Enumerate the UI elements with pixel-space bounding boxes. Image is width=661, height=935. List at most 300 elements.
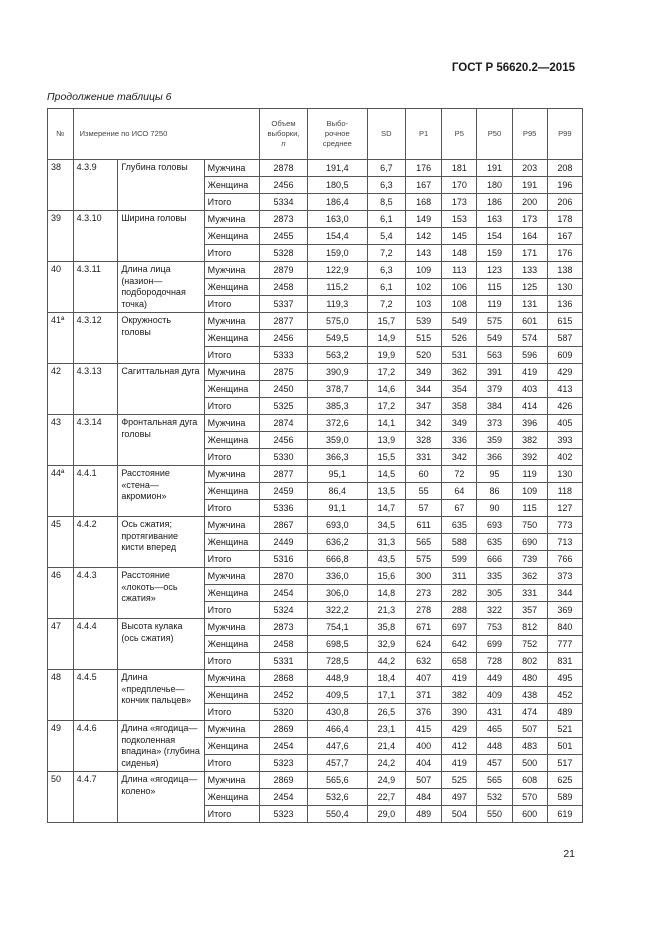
cell-p50: 449 <box>477 670 512 687</box>
col-header-mean-line3: среднее <box>322 139 352 149</box>
cell-p95: 164 <box>512 228 547 245</box>
cell-sd: 15,5 <box>367 449 405 466</box>
cell-p1: 507 <box>406 772 442 789</box>
cell-p95: 507 <box>512 721 547 738</box>
cell-p99: 393 <box>547 432 582 449</box>
cell-p5: 412 <box>442 738 477 755</box>
measurement-name: Высота кулака (ось сжатия) <box>118 619 204 670</box>
iso-code: 4.4.1 <box>73 466 118 517</box>
cell-sd: 44,2 <box>367 653 405 670</box>
cell-p99: 206 <box>547 194 582 211</box>
cell-sex: Итого <box>204 245 259 262</box>
cell-p1: 371 <box>406 687 442 704</box>
cell-sample-size: 5323 <box>260 806 308 823</box>
cell-p50: 86 <box>477 483 512 500</box>
cell-p95: 396 <box>512 415 547 432</box>
cell-p1: 278 <box>406 602 442 619</box>
cell-p1: 143 <box>406 245 442 262</box>
cell-p99: 369 <box>547 602 582 619</box>
cell-mean: 563,2 <box>307 347 367 364</box>
cell-sample-size: 2868 <box>260 670 308 687</box>
col-header-sample-size-line3: n <box>281 139 286 149</box>
cell-p99: 178 <box>547 211 582 228</box>
cell-p99: 118 <box>547 483 582 500</box>
col-header-sample-size-line2: выборки, <box>267 128 300 138</box>
cell-sample-size: 5330 <box>260 449 308 466</box>
cell-mean: 448,9 <box>307 670 367 687</box>
cell-sex: Женщина <box>204 738 259 755</box>
cell-mean: 532,6 <box>307 789 367 806</box>
iso-code: 4.3.9 <box>73 160 118 211</box>
cell-p99: 429 <box>547 364 582 381</box>
cell-p99: 167 <box>547 228 582 245</box>
cell-p50: 728 <box>477 653 512 670</box>
cell-p50: 90 <box>477 500 512 517</box>
cell-p95: 109 <box>512 483 547 500</box>
cell-sample-size: 2454 <box>260 585 308 602</box>
table-row <box>48 721 583 738</box>
cell-p99: 489 <box>547 704 582 721</box>
row-number: 48 <box>48 670 74 721</box>
cell-sd: 18,4 <box>367 670 405 687</box>
table-body <box>48 160 583 823</box>
cell-sample-size: 2879 <box>260 262 308 279</box>
cell-sex: Мужчина <box>204 160 259 177</box>
cell-p5: 362 <box>442 364 477 381</box>
cell-p99: 373 <box>547 568 582 585</box>
cell-sample-size: 2456 <box>260 330 308 347</box>
cell-p99: 777 <box>547 636 582 653</box>
cell-mean: 390,9 <box>307 364 367 381</box>
cell-sd: 15,7 <box>367 313 405 330</box>
cell-p1: 484 <box>406 789 442 806</box>
cell-p99: 208 <box>547 160 582 177</box>
iso-code: 4.3.12 <box>73 313 118 364</box>
cell-sample-size: 2449 <box>260 534 308 551</box>
cell-p1: 273 <box>406 585 442 602</box>
cell-p1: 376 <box>406 704 442 721</box>
cell-p1: 342 <box>406 415 442 432</box>
cell-p95: 690 <box>512 534 547 551</box>
table-row <box>48 568 583 585</box>
cell-p5: 588 <box>442 534 477 551</box>
header-row <box>48 109 583 160</box>
cell-sample-size: 5336 <box>260 500 308 517</box>
cell-sd: 5,4 <box>367 228 405 245</box>
table-row <box>48 313 583 330</box>
cell-p95: 362 <box>512 568 547 585</box>
cell-p50: 666 <box>477 551 512 568</box>
cell-mean: 754,1 <box>307 619 367 636</box>
cell-p1: 515 <box>406 330 442 347</box>
col-header-sample-size-line1: Объем <box>271 118 296 128</box>
table-row <box>48 670 583 687</box>
cell-p5: 658 <box>442 653 477 670</box>
cell-p5: 697 <box>442 619 477 636</box>
cell-p95: 125 <box>512 279 547 296</box>
cell-p95: 133 <box>512 262 547 279</box>
cell-sd: 43,5 <box>367 551 405 568</box>
cell-sd: 14,9 <box>367 330 405 347</box>
cell-mean: 191,4 <box>307 160 367 177</box>
cell-sd: 7,2 <box>367 245 405 262</box>
cell-p5: 342 <box>442 449 477 466</box>
cell-mean: 372,6 <box>307 415 367 432</box>
table-row <box>48 160 583 177</box>
cell-p5: 382 <box>442 687 477 704</box>
cell-sex: Итого <box>204 194 259 211</box>
measurement-name: Длина «предплечье—кончик пальцев» <box>118 670 204 721</box>
cell-sd: 14,7 <box>367 500 405 517</box>
cell-p95: 752 <box>512 636 547 653</box>
cell-mean: 693,0 <box>307 517 367 534</box>
table-row <box>48 772 583 789</box>
iso-code: 4.4.7 <box>73 772 118 823</box>
cell-p95: 171 <box>512 245 547 262</box>
iso-code: 4.4.2 <box>73 517 118 568</box>
cell-sd: 21,4 <box>367 738 405 755</box>
cell-p50: 115 <box>477 279 512 296</box>
cell-sample-size: 2454 <box>260 789 308 806</box>
cell-sex: Мужчина <box>204 466 259 483</box>
cell-sex: Женщина <box>204 585 259 602</box>
col-header-p50: P50 <box>477 109 512 160</box>
cell-mean: 575,0 <box>307 313 367 330</box>
cell-sex: Женщина <box>204 789 259 806</box>
cell-sex: Мужчина <box>204 313 259 330</box>
cell-p5: 525 <box>442 772 477 789</box>
cell-p50: 699 <box>477 636 512 653</box>
col-header-mean-line2: рочное <box>324 128 350 138</box>
cell-p95: 357 <box>512 602 547 619</box>
cell-p99: 625 <box>547 772 582 789</box>
cell-p5: 145 <box>442 228 477 245</box>
cell-mean: 549,5 <box>307 330 367 347</box>
cell-p50: 180 <box>477 177 512 194</box>
cell-mean: 385,3 <box>307 398 367 415</box>
cell-sample-size: 5331 <box>260 653 308 670</box>
cell-sd: 34,5 <box>367 517 405 534</box>
col-header-p5: P5 <box>442 109 477 160</box>
cell-sd: 14,6 <box>367 381 405 398</box>
cell-p95: 750 <box>512 517 547 534</box>
measurement-name: Окружность головы <box>118 313 204 364</box>
cell-p1: 671 <box>406 619 442 636</box>
cell-sex: Итого <box>204 296 259 313</box>
cell-p99: 619 <box>547 806 582 823</box>
cell-p99: 589 <box>547 789 582 806</box>
cell-p5: 642 <box>442 636 477 653</box>
cell-p1: 565 <box>406 534 442 551</box>
cell-mean: 119,3 <box>307 296 367 313</box>
cell-p1: 539 <box>406 313 442 330</box>
cell-sex: Итого <box>204 551 259 568</box>
table-row <box>48 619 583 636</box>
cell-mean: 636,2 <box>307 534 367 551</box>
cell-p5: 354 <box>442 381 477 398</box>
cell-p50: 379 <box>477 381 512 398</box>
cell-p50: 322 <box>477 602 512 619</box>
row-number: 41ª <box>48 313 74 364</box>
cell-mean: 447,6 <box>307 738 367 755</box>
measurement-name: Длина лица (назион—подбородочная точка) <box>118 262 204 313</box>
cell-p95: 601 <box>512 313 547 330</box>
cell-sd: 21,3 <box>367 602 405 619</box>
cell-sample-size: 5320 <box>260 704 308 721</box>
cell-p99: 495 <box>547 670 582 687</box>
col-header-sample-size <box>260 109 308 160</box>
cell-sd: 26,5 <box>367 704 405 721</box>
cell-p95: 596 <box>512 347 547 364</box>
col-header-p99: P99 <box>547 109 582 160</box>
cell-p1: 575 <box>406 551 442 568</box>
cell-sample-size: 5316 <box>260 551 308 568</box>
cell-p99: 840 <box>547 619 582 636</box>
cell-p99: 766 <box>547 551 582 568</box>
cell-p5: 497 <box>442 789 477 806</box>
cell-sex: Итого <box>204 398 259 415</box>
col-header-sd: SD <box>367 109 405 160</box>
cell-p1: 349 <box>406 364 442 381</box>
cell-mean: 366,3 <box>307 449 367 466</box>
cell-mean: 457,7 <box>307 755 367 772</box>
cell-sd: 6,1 <box>367 211 405 228</box>
cell-p95: 173 <box>512 211 547 228</box>
cell-p50: 465 <box>477 721 512 738</box>
cell-p99: 130 <box>547 279 582 296</box>
cell-mean: 91,1 <box>307 500 367 517</box>
cell-p50: 163 <box>477 211 512 228</box>
table-row <box>48 466 583 483</box>
table-row <box>48 415 583 432</box>
measurement-name: Фронтальная дуга головы <box>118 415 204 466</box>
measurement-name: Длина «ягодица—подколенная впадина» (глубина сиденья) <box>118 721 204 772</box>
cell-p99: 176 <box>547 245 582 262</box>
cell-p95: 331 <box>512 585 547 602</box>
cell-p1: 489 <box>406 806 442 823</box>
measurements-table <box>47 108 583 823</box>
iso-code: 4.4.5 <box>73 670 118 721</box>
cell-p5: 599 <box>442 551 477 568</box>
cell-p99: 405 <box>547 415 582 432</box>
cell-p95: 203 <box>512 160 547 177</box>
cell-p1: 168 <box>406 194 442 211</box>
cell-p1: 149 <box>406 211 442 228</box>
cell-mean: 466,4 <box>307 721 367 738</box>
cell-p5: 181 <box>442 160 477 177</box>
cell-p5: 419 <box>442 755 477 772</box>
cell-sex: Женщина <box>204 636 259 653</box>
cell-p1: 632 <box>406 653 442 670</box>
cell-mean: 86,4 <box>307 483 367 500</box>
cell-mean: 565,6 <box>307 772 367 789</box>
col-header-p95: P95 <box>512 109 547 160</box>
cell-mean: 95,1 <box>307 466 367 483</box>
cell-p5: 526 <box>442 330 477 347</box>
cell-mean: 698,5 <box>307 636 367 653</box>
cell-sd: 17,2 <box>367 398 405 415</box>
cell-sample-size: 2458 <box>260 279 308 296</box>
cell-sd: 19,9 <box>367 347 405 364</box>
cell-p5: 531 <box>442 347 477 364</box>
iso-code: 4.3.11 <box>73 262 118 313</box>
cell-sex: Женщина <box>204 177 259 194</box>
cell-sd: 14,8 <box>367 585 405 602</box>
cell-p5: 429 <box>442 721 477 738</box>
cell-sex: Женщина <box>204 228 259 245</box>
col-header-no: № <box>48 109 74 160</box>
cell-sex: Мужчина <box>204 619 259 636</box>
cell-p50: 159 <box>477 245 512 262</box>
cell-mean: 180,5 <box>307 177 367 194</box>
page-number: 21 <box>563 848 575 860</box>
cell-sample-size: 5328 <box>260 245 308 262</box>
cell-p99: 773 <box>547 517 582 534</box>
measurement-name: Ширина головы <box>118 211 204 262</box>
cell-sd: 13,9 <box>367 432 405 449</box>
cell-p50: 753 <box>477 619 512 636</box>
cell-sex: Мужчина <box>204 415 259 432</box>
cell-p99: 713 <box>547 534 582 551</box>
cell-p5: 153 <box>442 211 477 228</box>
cell-p95: 802 <box>512 653 547 670</box>
cell-sex: Итого <box>204 347 259 364</box>
cell-p95: 474 <box>512 704 547 721</box>
cell-p5: 113 <box>442 262 477 279</box>
cell-p50: 635 <box>477 534 512 551</box>
row-number: 45 <box>48 517 74 568</box>
cell-p5: 358 <box>442 398 477 415</box>
cell-p5: 106 <box>442 279 477 296</box>
cell-sex: Мужчина <box>204 211 259 228</box>
cell-p5: 288 <box>442 602 477 619</box>
row-number: 38 <box>48 160 74 211</box>
cell-p50: 693 <box>477 517 512 534</box>
cell-p95: 483 <box>512 738 547 755</box>
cell-p95: 131 <box>512 296 547 313</box>
cell-sample-size: 2869 <box>260 772 308 789</box>
cell-mean: 322,2 <box>307 602 367 619</box>
cell-p5: 549 <box>442 313 477 330</box>
cell-p5: 282 <box>442 585 477 602</box>
cell-sex: Мужчина <box>204 568 259 585</box>
cell-sd: 6,3 <box>367 177 405 194</box>
row-number: 40 <box>48 262 74 313</box>
cell-p95: 739 <box>512 551 547 568</box>
cell-sex: Итого <box>204 449 259 466</box>
iso-code: 4.4.6 <box>73 721 118 772</box>
measurement-name: Расстояние «стена—акромион» <box>118 466 204 517</box>
cell-p1: 331 <box>406 449 442 466</box>
cell-mean: 163,0 <box>307 211 367 228</box>
cell-mean: 115,2 <box>307 279 367 296</box>
cell-sample-size: 5333 <box>260 347 308 364</box>
cell-sex: Мужчина <box>204 721 259 738</box>
col-header-iso: Измерение по ИСО 7250 <box>73 109 259 160</box>
cell-sd: 6,3 <box>367 262 405 279</box>
cell-p95: 414 <box>512 398 547 415</box>
cell-sd: 7,2 <box>367 296 405 313</box>
cell-mean: 550,4 <box>307 806 367 823</box>
cell-p95: 200 <box>512 194 547 211</box>
cell-p5: 170 <box>442 177 477 194</box>
cell-sex: Мужчина <box>204 364 259 381</box>
iso-code: 4.3.13 <box>73 364 118 415</box>
cell-sex: Женщина <box>204 534 259 551</box>
col-header-mean <box>307 109 367 160</box>
cell-sex: Женщина <box>204 432 259 449</box>
cell-p50: 391 <box>477 364 512 381</box>
document-header: ГОСТ Р 56620.2—2015 <box>451 62 575 74</box>
row-number: 46 <box>48 568 74 619</box>
cell-p5: 311 <box>442 568 477 585</box>
cell-sex: Итого <box>204 806 259 823</box>
cell-p99: 402 <box>547 449 582 466</box>
cell-sample-size: 2454 <box>260 738 308 755</box>
cell-p50: 532 <box>477 789 512 806</box>
cell-p1: 404 <box>406 755 442 772</box>
cell-p99: 615 <box>547 313 582 330</box>
cell-p99: 127 <box>547 500 582 517</box>
measurement-name: Глубина головы <box>118 160 204 211</box>
cell-p99: 426 <box>547 398 582 415</box>
cell-p95: 115 <box>512 500 547 517</box>
cell-p5: 108 <box>442 296 477 313</box>
cell-mean: 359,0 <box>307 432 367 449</box>
cell-p5: 173 <box>442 194 477 211</box>
cell-p1: 300 <box>406 568 442 585</box>
cell-p50: 305 <box>477 585 512 602</box>
cell-p50: 563 <box>477 347 512 364</box>
cell-sample-size: 5334 <box>260 194 308 211</box>
cell-sample-size: 2873 <box>260 211 308 228</box>
cell-p99: 452 <box>547 687 582 704</box>
cell-sex: Женщина <box>204 687 259 704</box>
cell-sex: Женщина <box>204 381 259 398</box>
cell-p95: 392 <box>512 449 547 466</box>
cell-p5: 336 <box>442 432 477 449</box>
cell-sex: Женщина <box>204 483 259 500</box>
cell-p50: 119 <box>477 296 512 313</box>
cell-sample-size: 2456 <box>260 432 308 449</box>
cell-p95: 419 <box>512 364 547 381</box>
col-header-mean-line1: Выбо- <box>326 118 349 128</box>
cell-p95: 480 <box>512 670 547 687</box>
cell-sample-size: 2452 <box>260 687 308 704</box>
cell-sex: Женщина <box>204 279 259 296</box>
cell-sample-size: 5325 <box>260 398 308 415</box>
cell-sex: Итого <box>204 653 259 670</box>
iso-code: 4.4.3 <box>73 568 118 619</box>
cell-p1: 624 <box>406 636 442 653</box>
cell-p50: 123 <box>477 262 512 279</box>
cell-p1: 176 <box>406 160 442 177</box>
cell-sex: Итого <box>204 500 259 517</box>
cell-sd: 35,8 <box>367 619 405 636</box>
cell-sd: 17,2 <box>367 364 405 381</box>
table-row <box>48 211 583 228</box>
cell-p50: 565 <box>477 772 512 789</box>
cell-sd: 13,5 <box>367 483 405 500</box>
iso-code: 4.3.10 <box>73 211 118 262</box>
cell-mean: 186,4 <box>307 194 367 211</box>
cell-p1: 103 <box>406 296 442 313</box>
cell-p95: 812 <box>512 619 547 636</box>
row-number: 43 <box>48 415 74 466</box>
cell-p5: 72 <box>442 466 477 483</box>
cell-mean: 122,9 <box>307 262 367 279</box>
cell-p50: 448 <box>477 738 512 755</box>
